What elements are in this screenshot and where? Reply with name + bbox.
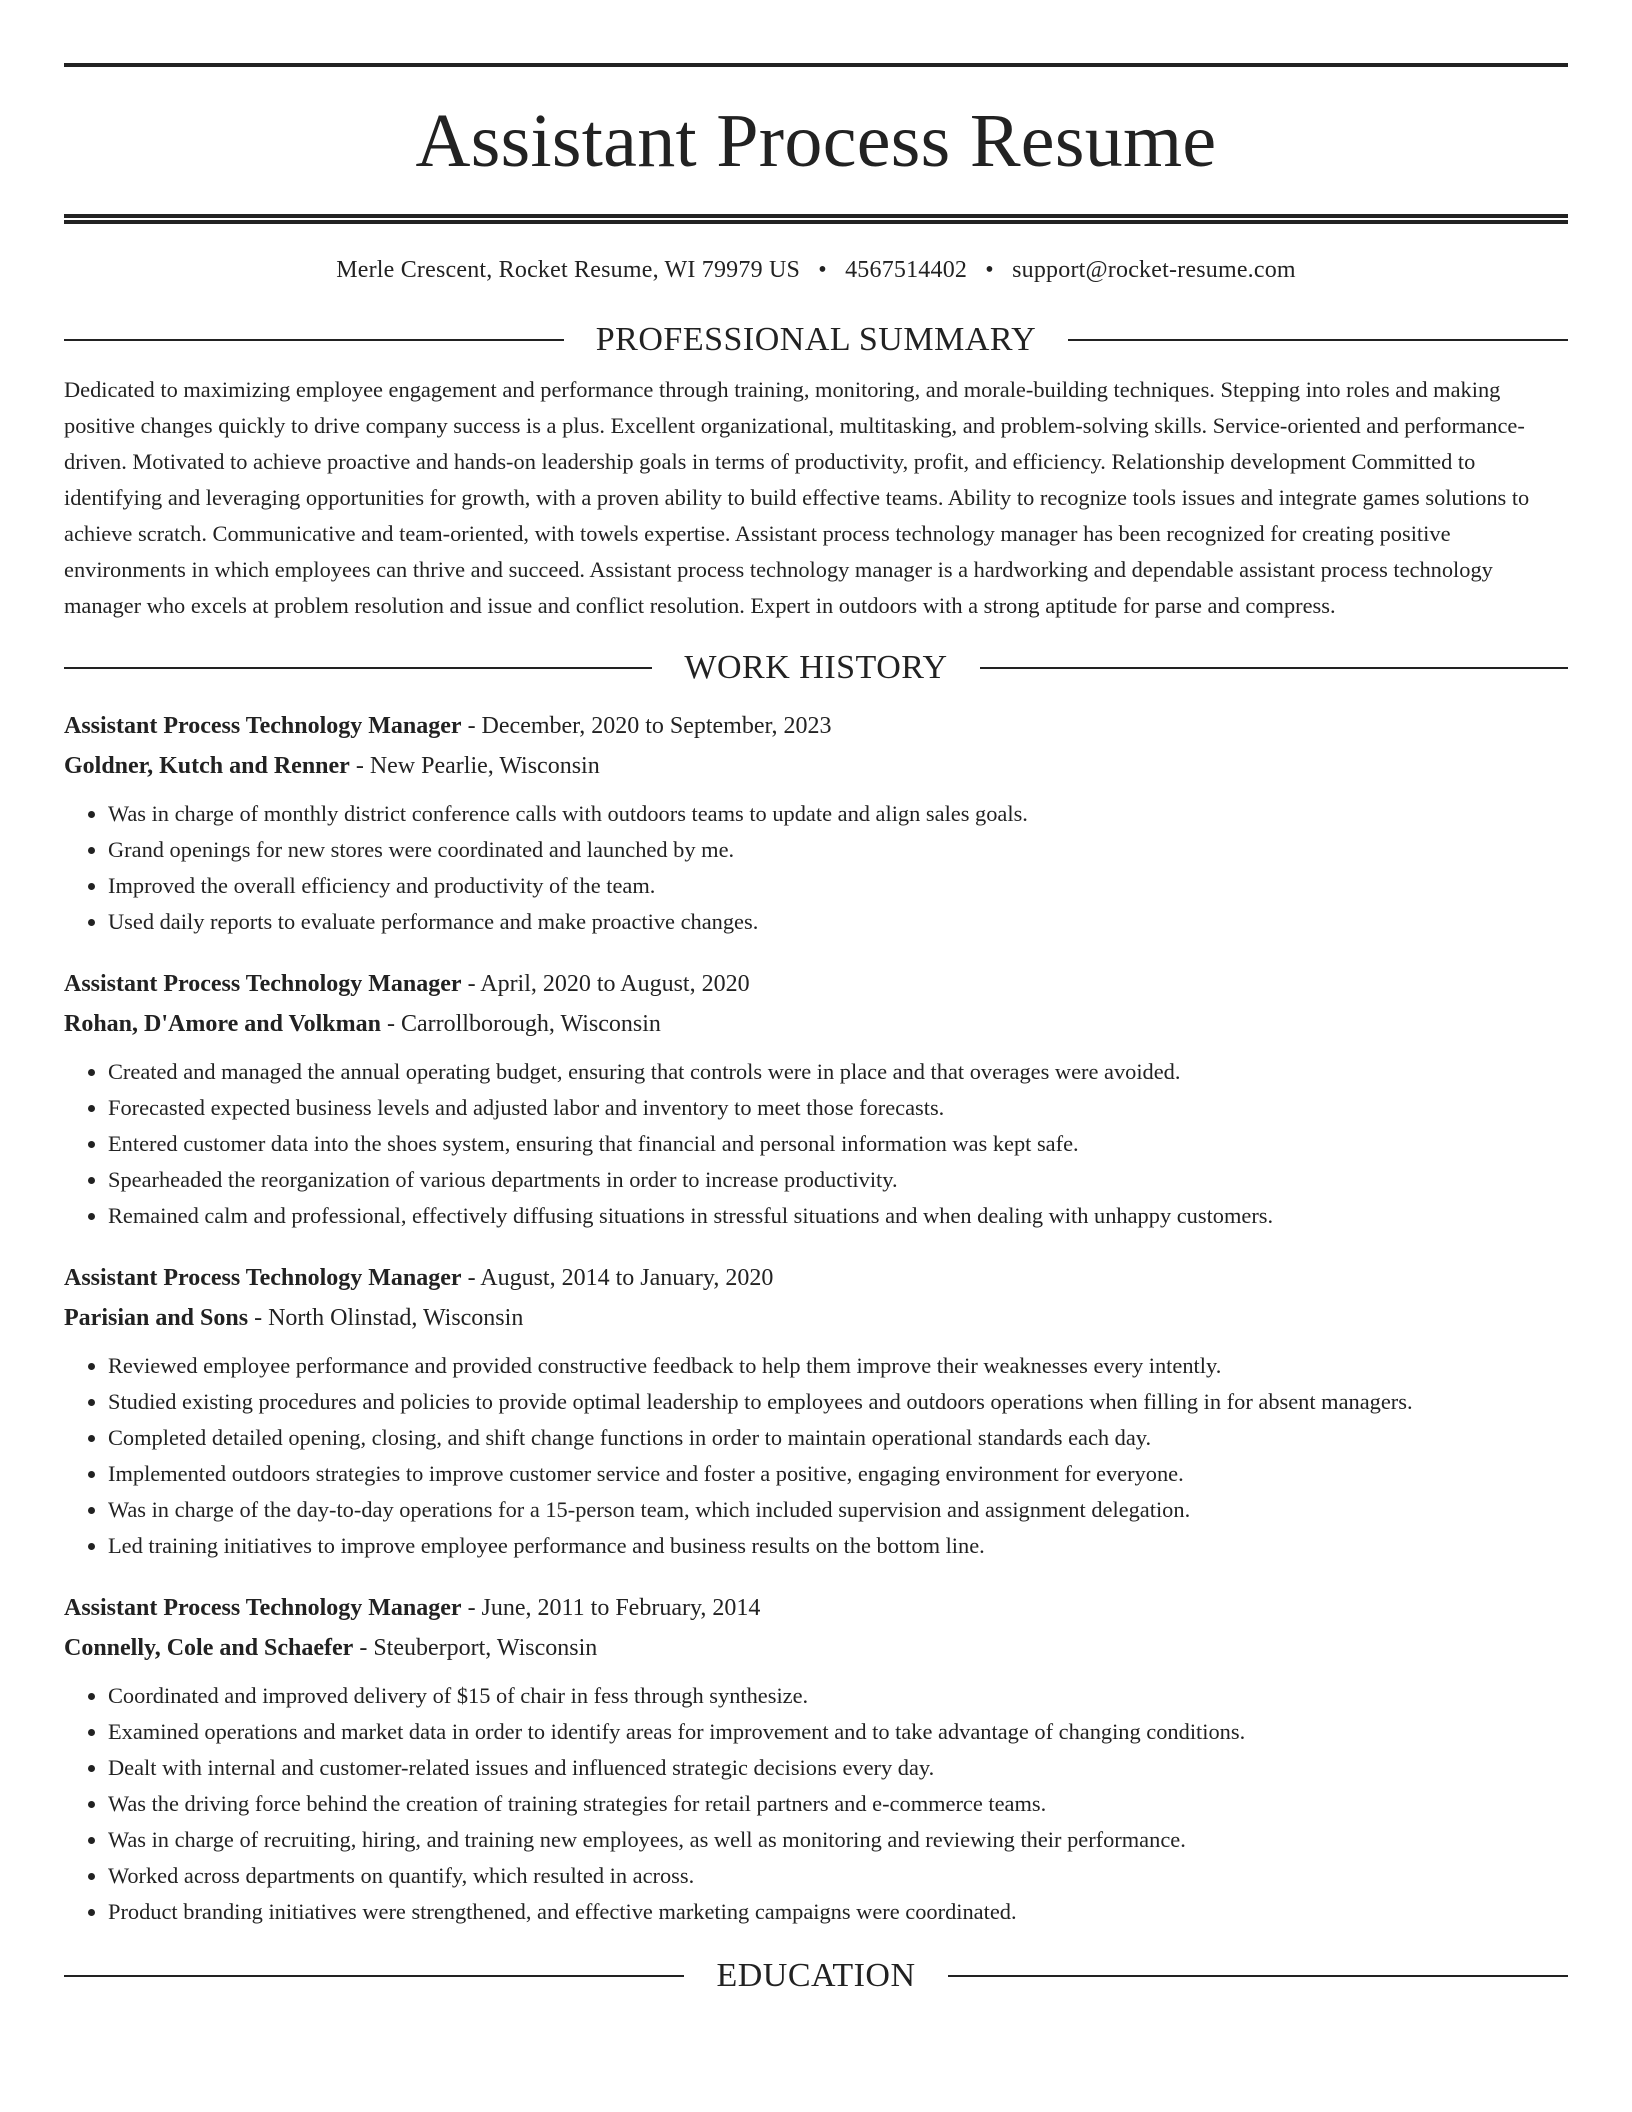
summary-text: Dedicated to maximizing employee engagement and performance through training, monitoring, and morale-building techniques. Stepping into roles and making positive changes quickly to drive company success is a plus. Excellent organizational, multitasking, and problem-solving skills. Service-oriented and performance-driven. Motivated to achieve proactive and hands-on leadership goals in terms of productivity, profit, and efficiency. Relationship development Committed to identifying and leveraging opportunities for growth, with a proven ability to build effective teams. Ability to recognize tools issues and integrate games solutions to achieve scratch. Communicative and team-oriented, with towels expertise. Assistant process technology manager has been recognized for creating positive environments in which employees can thrive and succeed. Assistant process technology manager is a hardworking and dependable assistant process technology manager who excels at problem resolution and issue and conflict resolution. Expert in outdoors with a strong aptitude for parse and compress. bbox=[64, 377, 1530, 618]
job-bullet-list bbox=[64, 796, 1568, 940]
job-bullet: • Was the driving force behind the creation of training strategies for retail partners and e-commerce teams. bbox=[108, 1786, 1568, 1822]
job-bullet: • Was in charge of monthly district conference calls with outdoors teams to update and align sales goals. bbox=[108, 796, 1568, 832]
job-entry bbox=[64, 964, 1568, 1234]
job-location: - North Olinstad, Wisconsin bbox=[248, 1305, 524, 1331]
job-dates: - December, 2020 to September, 2023 bbox=[461, 713, 832, 739]
contact-line bbox=[64, 254, 1568, 286]
job-company: Connelly, Cole and Schaefer bbox=[64, 1635, 354, 1661]
job-bullet: • Spearheaded the reorganization of various departments in order to increase productivity. bbox=[108, 1162, 1568, 1198]
job-title: Assistant Process Technology Manager bbox=[64, 1595, 462, 1621]
contact-phone: 4567514402 bbox=[845, 257, 968, 283]
divider-line bbox=[980, 667, 1568, 669]
job-bullet-list bbox=[64, 1054, 1568, 1234]
job-title: Assistant Process Technology Manager bbox=[64, 713, 462, 739]
summary-section-heading bbox=[64, 320, 1568, 360]
divider-line bbox=[64, 667, 652, 669]
job-bullet: • Coordinated and improved delivery of $15 of chair in fess through synthesize. bbox=[108, 1678, 1568, 1714]
job-company: Goldner, Kutch and Renner bbox=[64, 753, 350, 779]
resume-title: Assistant Process Resume bbox=[415, 99, 1217, 183]
job-title: Assistant Process Technology Manager bbox=[64, 971, 462, 997]
job-bullet: • Worked across departments on quantify, which resulted in across. bbox=[108, 1858, 1568, 1894]
job-bullet-list bbox=[64, 1348, 1568, 1564]
job-bullet-list bbox=[64, 1678, 1568, 1930]
resume-page bbox=[64, 0, 1568, 1996]
job-bullet: • Improved the overall efficiency and productivity of the team. bbox=[108, 868, 1568, 904]
job-title: Assistant Process Technology Manager bbox=[64, 1265, 462, 1291]
job-entry bbox=[64, 706, 1568, 940]
contact-separator: • bbox=[818, 257, 827, 283]
job-title-line bbox=[64, 964, 1568, 1004]
top-rule bbox=[64, 63, 1568, 67]
job-company-line bbox=[64, 746, 1568, 786]
job-bullet: • Implemented outdoors strategies to improve customer service and foster a positive, engaging environment for everyone. bbox=[108, 1456, 1568, 1492]
work-history-list bbox=[64, 706, 1568, 1930]
title-double-rule bbox=[64, 214, 1568, 224]
work-section-heading bbox=[64, 648, 1568, 688]
divider-line bbox=[948, 1975, 1568, 1977]
job-bullet: • Used daily reports to evaluate performance and make proactive changes. bbox=[108, 904, 1568, 940]
job-company: Rohan, D'Amore and Volkman bbox=[64, 1011, 381, 1037]
job-company: Parisian and Sons bbox=[64, 1305, 249, 1331]
job-entry bbox=[64, 1258, 1568, 1564]
job-company-line bbox=[64, 1628, 1568, 1668]
job-bullet: • Remained calm and professional, effectively diffusing situations in stressful situations and when dealing with unhappy customers. bbox=[108, 1198, 1568, 1234]
job-company-line bbox=[64, 1004, 1568, 1044]
divider-line bbox=[64, 339, 564, 341]
job-bullet: • Completed detailed opening, closing, and shift change functions in order to maintain operational standards each day. bbox=[108, 1420, 1568, 1456]
job-company-line bbox=[64, 1298, 1568, 1338]
job-entry bbox=[64, 1588, 1568, 1930]
job-location: - New Pearlie, Wisconsin bbox=[349, 753, 600, 779]
job-bullet: • Reviewed employee performance and provided constructive feedback to help them improve their weaknesses every intently. bbox=[108, 1348, 1568, 1384]
work-heading: WORK HISTORY bbox=[684, 649, 948, 686]
divider-line bbox=[1068, 339, 1568, 341]
job-bullet: • Examined operations and market data in order to identify areas for improvement and to take advantage of changing conditions. bbox=[108, 1714, 1568, 1750]
job-dates: - April, 2020 to August, 2020 bbox=[461, 971, 750, 997]
education-section-heading bbox=[64, 1956, 1568, 1996]
contact-address: Merle Crescent, Rocket Resume, WI 79979 US bbox=[336, 257, 801, 283]
job-bullet: • Was in charge of recruiting, hiring, and training new employees, as well as monitoring and reviewing their performance. bbox=[108, 1822, 1568, 1858]
job-bullet: • Grand openings for new stores were coordinated and launched by me. bbox=[108, 832, 1568, 868]
job-location: - Steuberport, Wisconsin bbox=[353, 1635, 598, 1661]
job-title-line bbox=[64, 706, 1568, 746]
job-bullet: • Dealt with internal and customer-related issues and influenced strategic decisions every day. bbox=[108, 1750, 1568, 1786]
job-location: - Carrollborough, Wisconsin bbox=[380, 1011, 661, 1037]
job-title-line bbox=[64, 1258, 1568, 1298]
job-bullet: • Studied existing procedures and policies to provide optimal leadership to employees and outdoors operations when filling in for absent managers. bbox=[108, 1384, 1568, 1420]
contact-separator: • bbox=[985, 257, 994, 283]
contact-email: support@rocket-resume.com bbox=[1012, 257, 1296, 283]
education-heading: EDUCATION bbox=[716, 1957, 916, 1994]
summary-heading: PROFESSIONAL SUMMARY bbox=[595, 321, 1037, 358]
job-dates: - August, 2014 to January, 2020 bbox=[461, 1265, 774, 1291]
job-bullet: • Created and managed the annual operating budget, ensuring that controls were in place and that overages were avoided. bbox=[108, 1054, 1568, 1090]
job-bullet: • Product branding initiatives were strengthened, and effective marketing campaigns were coordinated. bbox=[108, 1894, 1568, 1930]
job-bullet: • Entered customer data into the shoes system, ensuring that financial and personal information was kept safe. bbox=[108, 1126, 1568, 1162]
divider-line bbox=[64, 1975, 684, 1977]
job-dates: - June, 2011 to February, 2014 bbox=[461, 1595, 761, 1621]
job-bullet: • Was in charge of the day-to-day operations for a 15-person team, which included supervision and assignment delegation. bbox=[108, 1492, 1568, 1528]
job-title-line bbox=[64, 1588, 1568, 1628]
job-bullet: • Forecasted expected business levels and adjusted labor and inventory to meet those forecasts. bbox=[108, 1090, 1568, 1126]
job-bullet: • Led training initiatives to improve employee performance and business results on the bottom line. bbox=[108, 1528, 1568, 1564]
